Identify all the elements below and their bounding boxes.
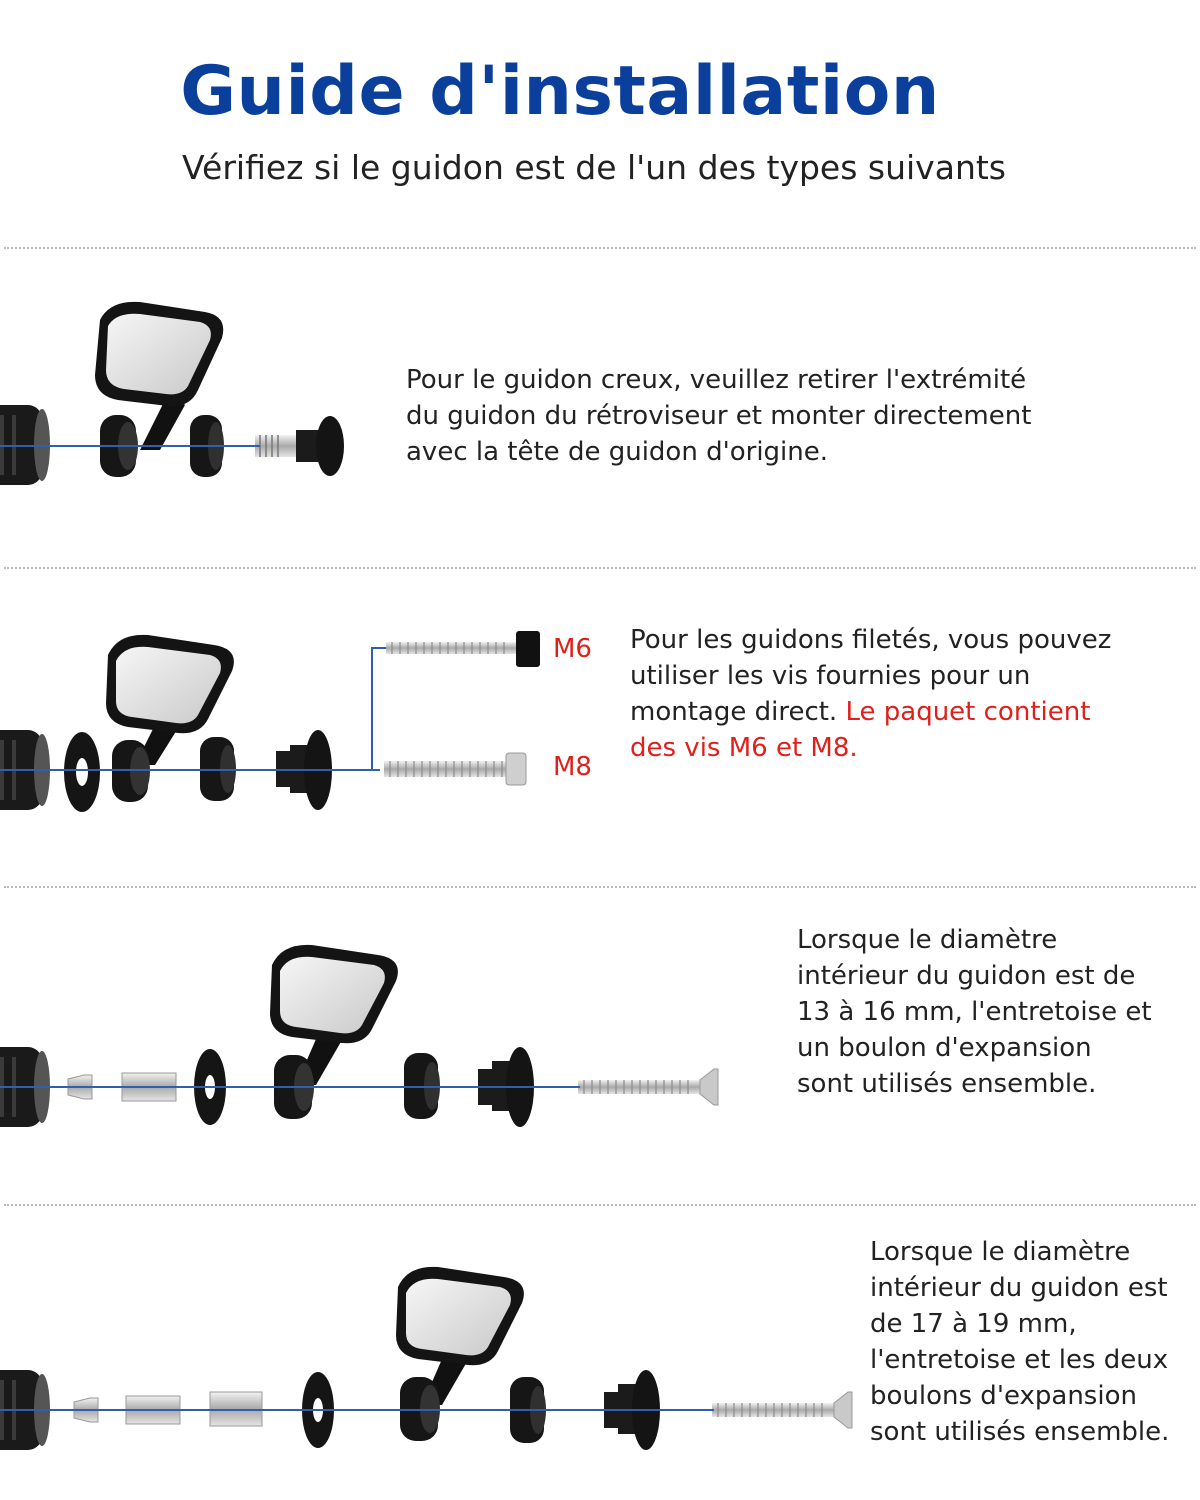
section-1-text: Pour le guidon creux, veuillez retirer l'extrémité du guidon du rétroviseur et monter directement avec la tête de guidon d'origine. bbox=[406, 365, 1032, 467]
section-4-text: Lorsque le diamètre intérieur du guidon est de 17 à 19 mm, l'entretoise et les deux boulons d'expansion sont utilisés ensemble. bbox=[870, 1237, 1170, 1447]
expansion-bolt-13-16-diagram bbox=[0, 935, 740, 1145]
section-2-text-main: Pour les guidons filetés, vous pouvez utiliser les vis fournies pour un montage direct. bbox=[630, 625, 1112, 727]
page-title: Guide d'installation bbox=[180, 52, 940, 131]
bar-end-mirror bbox=[396, 1267, 524, 1441]
bar-end-mirror bbox=[270, 945, 398, 1119]
section-3-text: Lorsque le diamètre intérieur du guidon est de 13 à 16 mm, l'entretoise et un boulon d'expansion sont utilisés ensemble. bbox=[797, 925, 1152, 1099]
expansion-bolt bbox=[578, 1069, 718, 1105]
m6-label: M6 bbox=[553, 634, 592, 664]
threaded-handlebar-diagram bbox=[0, 615, 560, 830]
divider bbox=[4, 886, 1196, 888]
section-2-text bbox=[630, 622, 1111, 766]
hollow-handlebar-diagram bbox=[0, 290, 380, 510]
washer bbox=[64, 732, 100, 812]
m8-screw bbox=[384, 753, 526, 785]
original-end-cap bbox=[255, 416, 344, 476]
m8-label: M8 bbox=[553, 752, 592, 782]
page-subtitle: Vérifiez si le guidon est de l'un des types suivants bbox=[182, 148, 1006, 187]
divider bbox=[4, 1204, 1196, 1206]
m6-screw bbox=[386, 631, 540, 667]
divider bbox=[4, 567, 1196, 569]
expansion-bolt bbox=[712, 1392, 852, 1428]
expansion-bolt-17-19-diagram bbox=[0, 1255, 870, 1475]
divider bbox=[4, 247, 1196, 249]
section-2-text-highlight: Le paquet contient des vis M6 et M8. bbox=[630, 697, 1091, 763]
